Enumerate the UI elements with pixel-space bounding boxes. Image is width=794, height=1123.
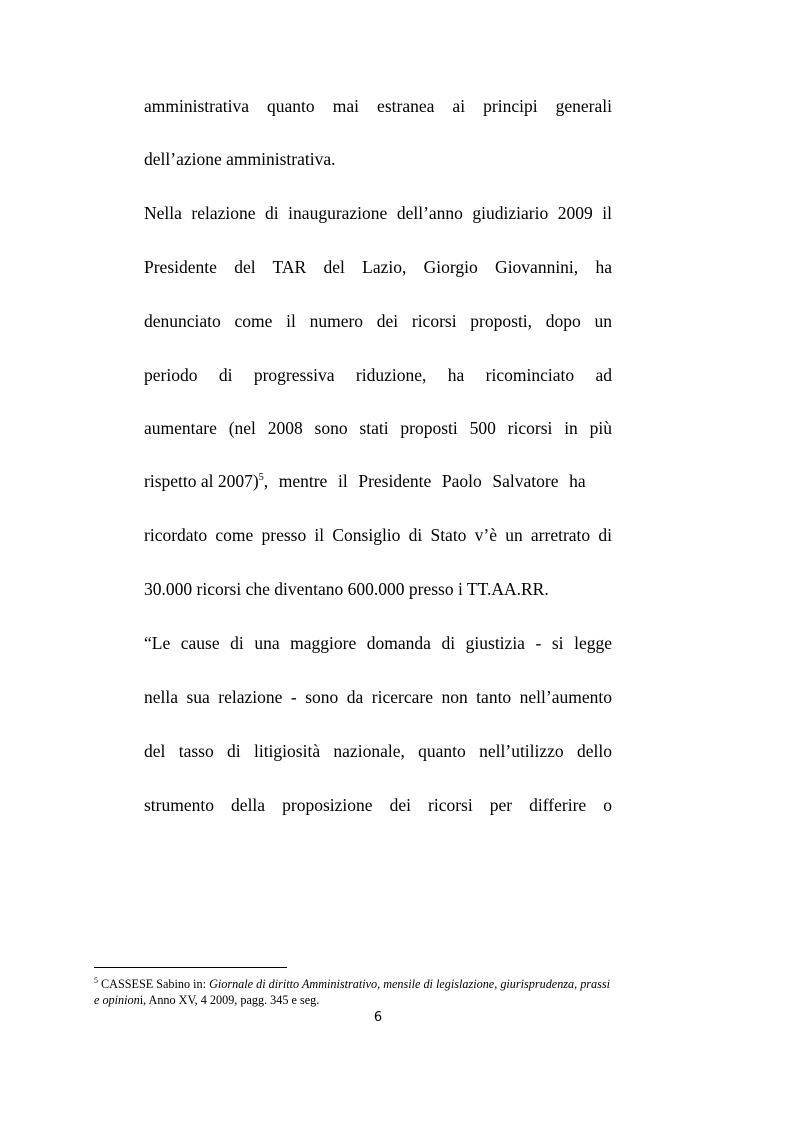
text-line: ricordato come presso il Consiglio di Stato v’è un arretrato di	[144, 525, 612, 545]
text-line: strumento della proposizione dei ricorsi per differire o	[144, 795, 612, 815]
text-line: del tasso di litigiosità nazionale, quanto nell’utilizzo dello	[144, 741, 612, 761]
footnote-number: 5	[94, 975, 98, 985]
page-number: 6	[373, 1010, 383, 1025]
text-segment: , mentre il Presidente Paolo Salvatore ha	[263, 471, 586, 491]
footnote-details: , Anno XV, 4 2009, pagg. 345 e seg.	[143, 993, 320, 1007]
text-line: Presidente del TAR del Lazio, Giorgio Giovannini, ha	[144, 257, 612, 277]
footnote-separator	[94, 967, 287, 968]
footnote-journal-tail: i	[139, 993, 144, 1007]
text-line: denunciato come il numero dei ricorsi proposti, dopo un	[144, 311, 612, 331]
text-line: amministrativa quanto mai estranea ai principi generali	[144, 96, 612, 116]
text-line: 30.000 ricorsi che diventano 600.000 presso i TT.AA.RR.	[144, 579, 549, 599]
footnote-author: CASSESE Sabino in:	[98, 977, 210, 991]
text-segment: rispetto al 2007)	[144, 471, 259, 491]
footnote-journal: Giornale di diritto Amministrativo, mensile di legislazione, giurisprudenza, prassi	[209, 977, 611, 991]
text-line-with-footnote	[144, 470, 612, 492]
text-line: aumentare (nel 2008 sono stati proposti 500 ricorsi in più	[144, 418, 612, 438]
text-line: Nella relazione di inaugurazione dell’anno giudiziario 2009 il	[144, 203, 612, 223]
footnote-line	[94, 977, 662, 992]
footnote-line	[94, 993, 662, 1008]
text-line: nella sua relazione - sono da ricercare non tanto nell’aumento	[144, 687, 612, 707]
text-line: dell’azione amministrativa.	[144, 149, 336, 169]
footnote-journal: e opinion	[94, 993, 140, 1007]
text-line: “Le cause di una maggiore domanda di giustizia - si legge	[144, 633, 612, 653]
text-line: periodo di progressiva riduzione, ha ricominciato ad	[144, 365, 612, 385]
footnote-reference[interactable]: 5	[258, 472, 264, 484]
